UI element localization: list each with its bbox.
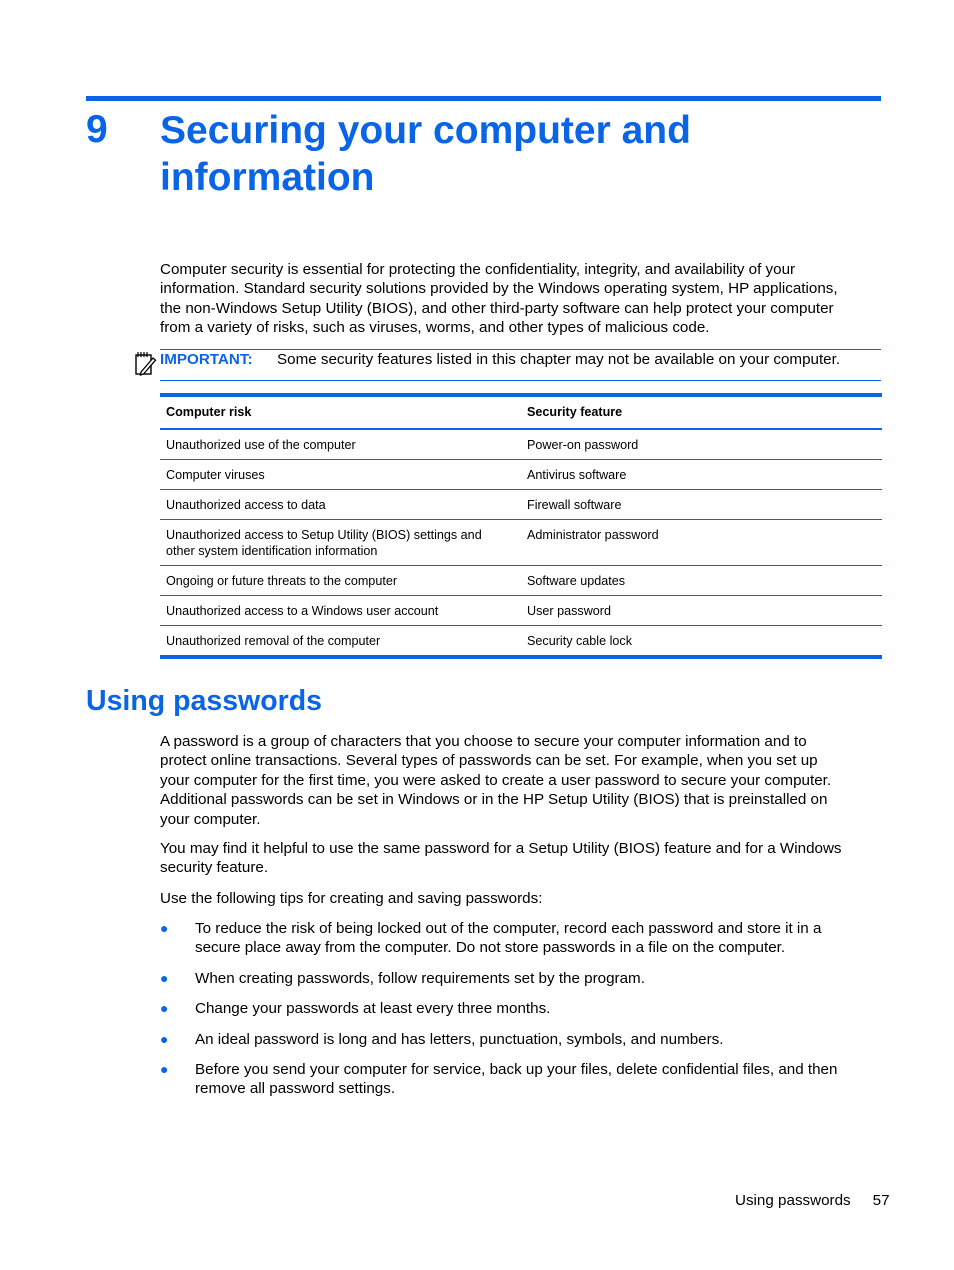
intro-line: from a variety of risks, such as viruses, worms, and other types of malicious code.: [160, 319, 710, 337]
intro-paragraph: [160, 260, 882, 338]
table-row: [160, 490, 882, 520]
table-row: [160, 460, 882, 490]
table-header-row: [160, 395, 882, 429]
intro-line: Computer security is essential for protecting the confidentiality, integrity, and availability of your: [160, 261, 796, 278]
risk-cell: Unauthorized access to data: [166, 498, 326, 512]
table-header-risk: Computer risk: [166, 405, 252, 419]
list-item-line: Before you send your computer for service, back up your files, delete confidential files, and then: [195, 1061, 838, 1078]
section-title: Using passwords: [86, 685, 322, 717]
list-item-line: An ideal password is long and has letters, punctuation, symbols, and numbers.: [195, 1031, 724, 1048]
feature-cell: Firewall software: [527, 498, 622, 512]
table-row: [160, 566, 882, 596]
bullet-icon: ●: [160, 1031, 169, 1047]
table-header-feature: Security feature: [527, 405, 623, 419]
risk-cell: Ongoing or future threats to the computer: [166, 574, 398, 588]
list-item-line: When creating passwords, follow requirements set by the program.: [195, 970, 645, 987]
important-label: IMPORTANT:: [160, 351, 253, 368]
list-item-line: To reduce the risk of being locked out of the computer, record each password and store it in a: [195, 920, 822, 937]
paragraph-line: You may find it helpful to use the same password for a Setup Utility (BIOS) feature and for a Windows: [160, 840, 842, 857]
feature-cell: Antivirus software: [527, 468, 627, 482]
risk-cell: Unauthorized access to a Windows user account: [166, 604, 439, 618]
bullet-icon: ●: [160, 1000, 169, 1016]
bullet-icon: ●: [160, 920, 169, 936]
feature-cell: User password: [527, 604, 611, 618]
chapter-number: 9: [86, 108, 108, 151]
risk-cell: Unauthorized removal of the computer: [166, 634, 381, 648]
list-item-line: secure place away from the computer. Do not store passwords in a file on the computer.: [195, 939, 786, 957]
important-note: [160, 349, 881, 381]
risk-cell-line: Unauthorized access to Setup Utility (BIOS) settings and: [166, 528, 482, 542]
paragraph-line: Use the following tips for creating and saving passwords:: [160, 890, 543, 907]
risk-feature-table: [160, 393, 882, 659]
risk-cell: Unauthorized use of the computer: [166, 438, 356, 452]
bullet-icon: ●: [160, 970, 169, 986]
paragraph-line: A password is a group of characters that you choose to secure your computer information and to: [160, 733, 807, 750]
footer-section-name: Using passwords: [735, 1192, 851, 1209]
chapter-title: [160, 107, 860, 201]
passwords-paragraph-3: [160, 889, 542, 908]
table-row: [160, 626, 882, 658]
risk-cell: Computer viruses: [166, 468, 265, 482]
feature-cell: Power-on password: [527, 438, 639, 452]
paragraph-line: Additional passwords can be set in Windows or in the HP Setup Utility (BIOS) that is preinstalled on: [160, 791, 828, 809]
paragraph-line: protect online transactions. Several types of passwords can be set. For example, when you set up: [160, 752, 818, 770]
chapter-title-line: information: [160, 156, 375, 199]
feature-cell: Software updates: [527, 574, 626, 588]
intro-line: information. Standard security solutions provided by the Windows operating system, HP applications,: [160, 280, 838, 298]
table-row: [160, 429, 882, 460]
bullet-icon: ●: [160, 1061, 169, 1077]
passwords-paragraph-2: [160, 839, 842, 878]
risk-cell-line: other system identification information: [166, 544, 378, 558]
chapter-title-line: Securing your computer and: [160, 109, 691, 152]
table-row: [160, 596, 882, 626]
table-row: [160, 520, 882, 566]
important-text: Some security features listed in this chapter may not be available on your computer.: [277, 351, 841, 368]
passwords-paragraph-1: [160, 732, 831, 829]
list-item-line: Change your passwords at least every three months.: [195, 1000, 551, 1017]
page-footer: [735, 1191, 890, 1211]
risk-cell: [160, 520, 521, 566]
page-number: 57: [872, 1192, 890, 1209]
feature-cell: Administrator password: [527, 528, 659, 542]
important-note-icon: [134, 350, 158, 376]
paragraph-line: security feature.: [160, 859, 269, 877]
paragraph-line: your computer for the first time, you were asked to create a user password to secure your computer.: [160, 771, 832, 789]
paragraph-line: your computer.: [160, 810, 261, 828]
intro-line: the non-Windows Setup Utility (BIOS), and other third-party software can help protect your computer: [160, 299, 834, 317]
chapter-top-rule: [86, 96, 881, 101]
feature-cell: Security cable lock: [527, 634, 632, 648]
list-item-line: remove all password settings.: [195, 1080, 396, 1098]
